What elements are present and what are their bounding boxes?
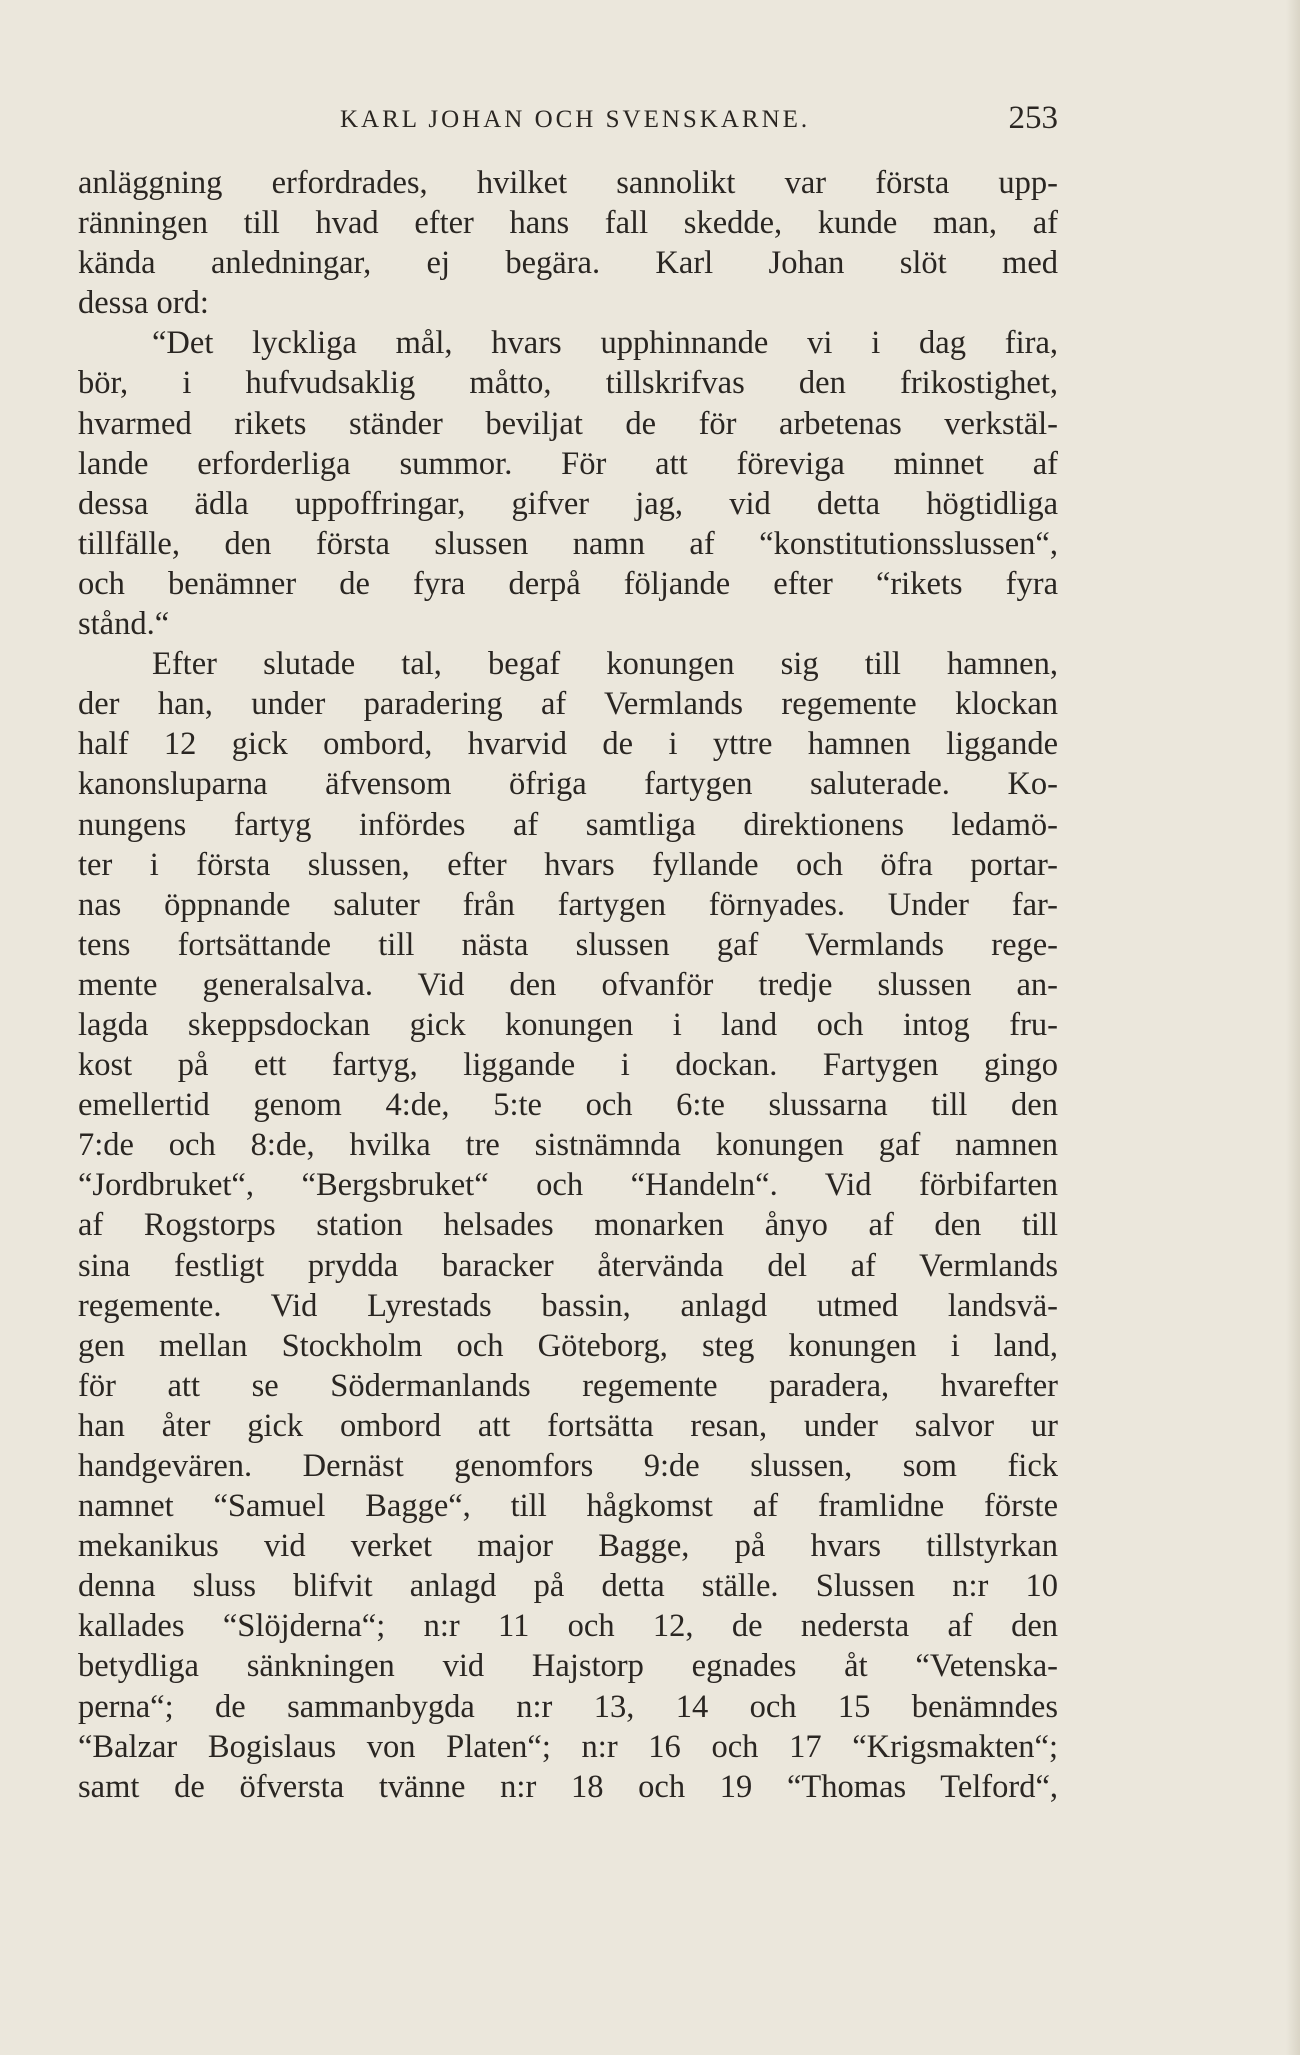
text-line: anläggning erfordrades, hvilket sannolikt var första upp- bbox=[78, 165, 1058, 201]
text-line: kost på ett fartyg, liggande i dockan. Fartygen gingo bbox=[78, 1047, 1058, 1084]
quote-line: hvarmed rikets ständer beviljat de för arbetenas verkstäl- bbox=[78, 405, 1058, 442]
quote-line: lande erforderliga summor. För att föreviga minnet af bbox=[78, 445, 1058, 482]
text-line: 7:de och 8:de, hvilka tre sistnämnda konungen gaf namnen bbox=[78, 1127, 1058, 1164]
text-line: perna“; de sammanbygda n:r 13, 14 och 15 benämndes bbox=[78, 1688, 1058, 1725]
page-number: 253 bbox=[1008, 100, 1058, 136]
quote-line: tillfälle, den första slussen namn af “konstitutionsslussen“, bbox=[78, 525, 1058, 562]
text-line: för att se Södermanlands regemente paradera, hvarefter bbox=[78, 1367, 1058, 1404]
text-line: Efter slutade tal, begaf konungen sig till hamnen, bbox=[152, 646, 1058, 683]
body-text bbox=[78, 163, 1058, 1807]
text-line: mekanikus vid verket major Bagge, på hvars tillstyrkan bbox=[78, 1528, 1058, 1565]
text-line: kända anledningar, ej begära. Karl Johan slöt med bbox=[78, 245, 1058, 282]
text-line: af Rogstorps station helsades monarken ånyo af den till bbox=[78, 1207, 1058, 1244]
text-line: kallades “Slöjderna“; n:r 11 och 12, de nedersta af den bbox=[78, 1608, 1058, 1645]
text-line: kanonsluparna äfvensom öfriga fartygen saluterade. Ko- bbox=[78, 766, 1058, 803]
text-line: tens fortsättande till nästa slussen gaf Vermlands rege- bbox=[78, 926, 1058, 963]
running-head: KARL JOHAN OCH SVENSKARNE. bbox=[340, 106, 811, 133]
quote-line: “Det lyckliga mål, hvars upphinnande vi i dag fira, bbox=[152, 325, 1058, 362]
text-line: nungens fartyg infördes af samtliga direktionens ledamö- bbox=[78, 806, 1058, 843]
page-edge bbox=[1286, 0, 1300, 2055]
text-line: gen mellan Stockholm och Göteborg, steg konungen i land, bbox=[78, 1327, 1058, 1364]
text-line: lagda skeppsdockan gick konungen i land och intog fru- bbox=[78, 1006, 1058, 1043]
text-line: “Jordbruket“, “Bergsbruket“ och “Handeln“. Vid förbifarten bbox=[78, 1167, 1058, 1204]
text-line: nas öppnande saluter från fartygen förnyades. Under far- bbox=[78, 886, 1058, 923]
text-line: namnet “Samuel Bagge“, till hågkomst af framlidne förste bbox=[78, 1488, 1058, 1525]
text-line: mente generalsalva. Vid den ofvanför tredje slussen an- bbox=[78, 966, 1058, 1003]
text-line: der han, under paradering af Vermlands regemente klockan bbox=[78, 686, 1058, 723]
text-line: emellertid genom 4:de, 5:te och 6:te slussarna till den bbox=[78, 1087, 1058, 1124]
text-line: samt de öfversta tvänne n:r 18 och 19 “Thomas Telford“, bbox=[78, 1768, 1058, 1805]
text-line: “Balzar Bogislaus von Platen“; n:r 16 och 17 “Krigsmakten“; bbox=[78, 1728, 1058, 1765]
quote-line: bör, i hufvudsaklig måtto, tillskrifvas den frikostighet, bbox=[78, 365, 1058, 402]
page-header bbox=[78, 100, 1058, 144]
text-line: han åter gick ombord att fortsätta resan, under salvor ur bbox=[78, 1407, 1058, 1444]
text-line: betydliga sänkningen vid Hajstorp egnades åt “Vetenska- bbox=[78, 1648, 1058, 1685]
text-line: ränningen till hvad efter hans fall skedde, kunde man, af bbox=[78, 205, 1058, 242]
quote-line: stånd.“ bbox=[78, 606, 170, 643]
text-line: sina festligt prydda baracker återvända del af Vermlands bbox=[78, 1247, 1058, 1284]
quote-line: dessa ädla uppoffringar, gifver jag, vid detta högtidliga bbox=[78, 485, 1058, 522]
quote-line: och benämner de fyra derpå följande efter “rikets fyra bbox=[78, 565, 1058, 602]
text-line: denna sluss blifvit anlagd på detta ställe. Slussen n:r 10 bbox=[78, 1568, 1058, 1605]
text-line: regemente. Vid Lyrestads bassin, anlagd utmed landsvä- bbox=[78, 1287, 1058, 1324]
text-line: dessa ord: bbox=[78, 285, 209, 322]
text-line: handgevären. Dernäst genomfors 9:de slussen, som fick bbox=[78, 1448, 1058, 1484]
text-line: ter i första slussen, efter hvars fyllande och öfra portar- bbox=[78, 846, 1058, 883]
text-line: half 12 gick ombord, hvarvid de i yttre hamnen liggande bbox=[78, 726, 1058, 763]
